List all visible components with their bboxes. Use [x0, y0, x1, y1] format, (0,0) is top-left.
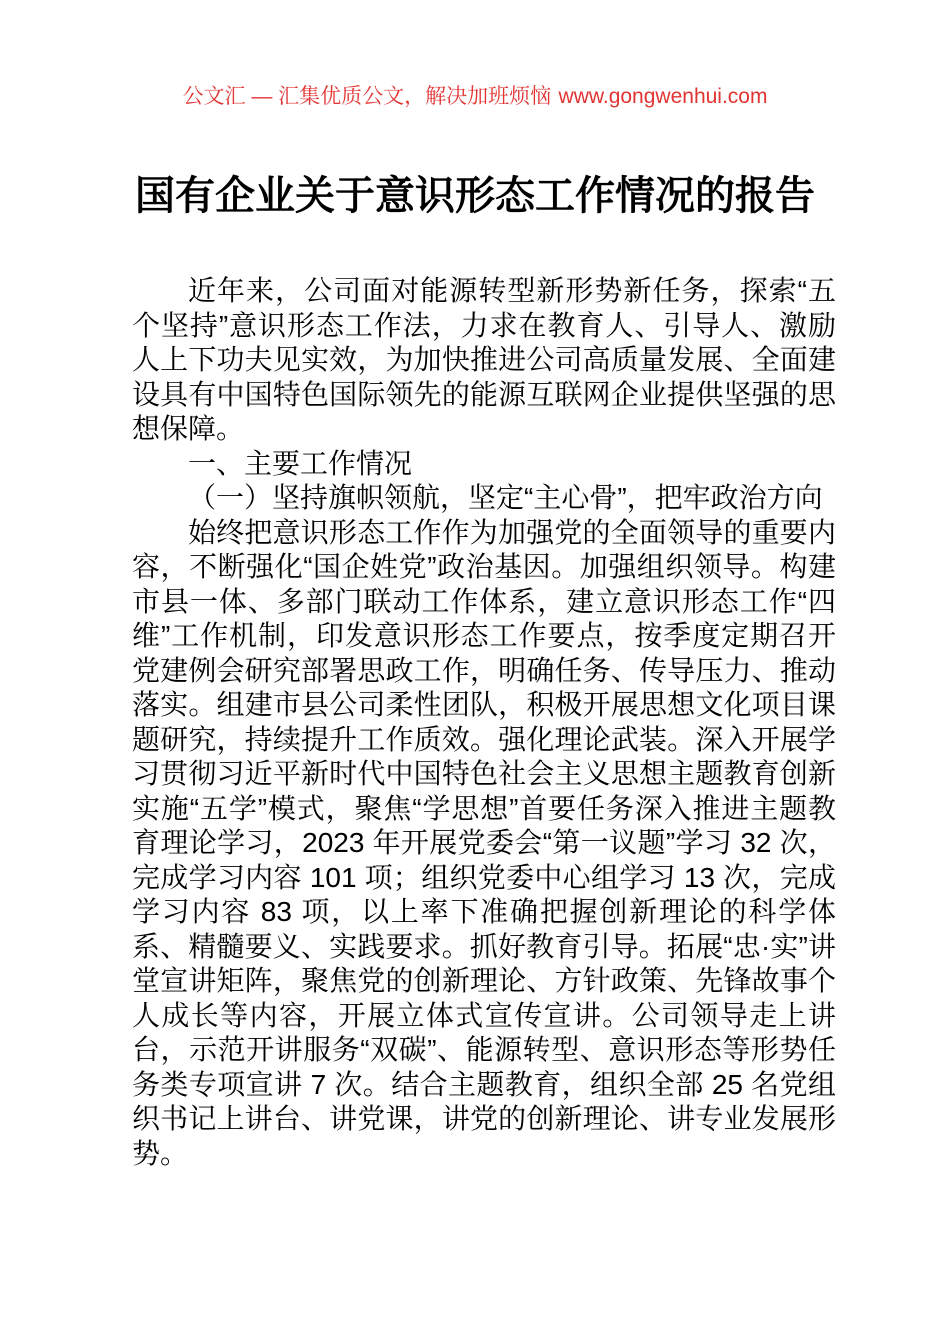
watermark-text: 公文汇 — 汇集优质公文，解决加班烦恼 [182, 85, 552, 108]
document-title: 国有企业关于意识形态工作情况的报告 [135, 174, 815, 218]
subsection-heading-1-1: （一）坚持旗帜领航，坚定“主心骨”，把牢政治方向 [188, 482, 823, 513]
watermark-url: www.gongwenhui.com [558, 85, 768, 108]
document-body [132, 274, 836, 1171]
section-heading-1: 一、主要工作情况 [188, 447, 413, 479]
paragraph-intro: 近年来，公司面对能源转型新形势新任务，探索“五个坚持”意识形态工作法，力求在教育人、引导人、激励人上下功夫见实效，为加快推进公司高质量发展、全面建设具有中国特色国际领先的能源互联网企业提供坚强的思想保障。 [132, 275, 836, 444]
paragraph-main: 始终把意识形态工作作为加强党的全面领导的重要内容，不断强化“国企姓党”政治基因。加强组织领导。构建市县一体、多部门联动工作体系，建立意识形态工作“四维”工作机制，印发意识形态工作要点，按季度定期召开党建例会研究部署思政工作，明确任务、传导压力、推动落实。组建市县公司柔性团队，积极开展思想文化项目课题研究，持续提升工作质效。强化理论武装。深入开展学习贯彻习近平新时代中国特色社会主义思想主题教育创新实施“五学”模式，聚焦“学思想”首要任务深入推进主题教育理论学习，2023 年开展党委会“第一议题”学习 32 次，完成学习内容 101 项；组织党委中心组学习 13 次，完成学习内容 83 项，以上率下准确把握创新理论的科学体系、精髓要义、实践要求。抓好教育引导。拓展“忠·实”讲堂宣讲矩阵，聚焦党的创新理论、方针政策、先锋故事个人成长等内容，开展立体式宣传宣讲。公司领导走上讲台，示范开讲服务“双碳”、能源转型、意识形态等形势任务类专项宣讲 7 次。结合主题教育，组织全部 25 名党组织书记上讲台、讲党课，讲党的创新理论、讲专业发展形势。 [132, 516, 836, 1169]
watermark-header [0, 0, 950, 110]
